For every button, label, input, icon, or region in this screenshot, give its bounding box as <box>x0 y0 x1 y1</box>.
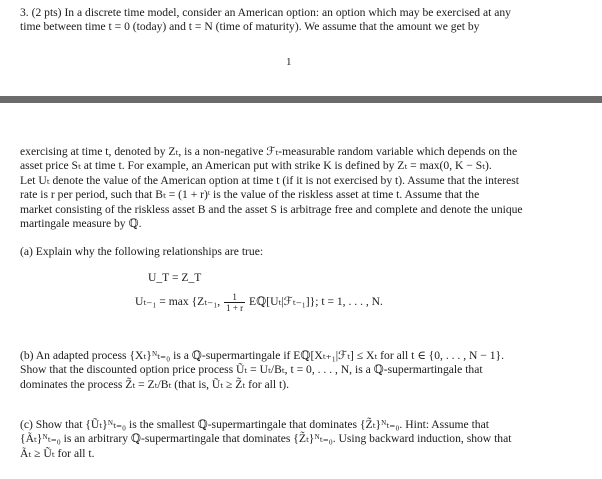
problem-header <box>20 6 582 35</box>
equation-recursion <box>135 292 383 313</box>
intro-paragraph <box>20 145 582 231</box>
eq2-right: Eℚ[Uₜ|ℱₜ₋₁]}; t = 1, . . . , N. <box>249 295 383 309</box>
fraction-denominator: 1 + r <box>226 303 244 313</box>
part-b-line: (b) An adapted process {Xₜ}ᴺₜ₌₀ is a ℚ-supermartingale if Eℚ[Xₜ₊₁|ℱₜ] ≤ Xₜ for all t ∈ {0, . . . , N − 1}. <box>20 349 504 362</box>
intro-line: market consisting of the riskless asset B and the asset S is arbitrage free and complete and denote the unique <box>20 202 523 216</box>
page-bottom <box>0 133 602 479</box>
part-c-paragraph <box>20 418 582 461</box>
page-gap <box>0 103 602 133</box>
part-c-line: {Ãₜ}ᴺₜ₌₀ is an arbitrary ℚ-supermartingale that dominates {Z̃ₜ}ᴺₜ₌₀. Using backward induction, show that <box>20 432 512 446</box>
discount-fraction <box>224 292 245 313</box>
intro-line: rate is r per period, such that Bₜ = (1 + r)ᵗ is the value of the riskless asset at time t. Assume that the <box>20 188 480 202</box>
part-c-line: (c) Show that {Ũₜ}ᴺₜ₌₀ is the smallest ℚ-supermartingale that dominates {Z̃ₜ}ᴺₜ₌₀. Hint: Assume that <box>20 418 489 431</box>
intro-line: Let Uₜ denote the value of the American option at time t (if it is not exercised by t). Assume that the interest <box>20 173 520 187</box>
equation-terminal: U_T = Z_T <box>148 271 202 284</box>
part-c-line: Ãₜ ≥ Ũₜ for all t. <box>20 446 95 460</box>
part-b-line: dominates the process Z̃ₜ = Zₜ/Bₜ (that is, Ũₜ ≥ Z̃ₜ for all t). <box>20 377 289 391</box>
part-a-prompt <box>20 245 582 259</box>
intro-line: martingale measure by ℚ. <box>20 217 142 231</box>
page-number: 1 <box>286 56 292 68</box>
problem-line-2: time between time t = 0 (today) and t = N (time of maturity). We assume that the amount we get by <box>20 20 480 34</box>
page-top <box>0 0 602 96</box>
eq2-left: Uₜ₋₁ = max {Zₜ₋₁, <box>135 295 221 309</box>
problem-line-1: 3. (2 pts) In a discrete time model, consider an American option: an option which may be exercised at any <box>20 6 511 19</box>
part-a-prompt-text: (a) Explain why the following relationships are true: <box>20 245 264 258</box>
part-b-paragraph <box>20 349 582 392</box>
intro-line: exercising at time t, denoted by Zₜ, is a non-negative ℱₜ-measurable random variable which depends on the <box>20 145 518 158</box>
intro-line: asset price Sₜ at time t. For example, an American put with strike K is defined by Zₜ = max(0, K − Sₜ). <box>20 159 492 173</box>
fraction-numerator: 1 <box>224 292 245 303</box>
part-b-line: Show that the discounted option price process Ũₜ = Uₜ/Bₜ, t = 0, . . . , N, is a ℚ-supermartingale that <box>20 363 483 377</box>
page-separator <box>0 96 602 103</box>
